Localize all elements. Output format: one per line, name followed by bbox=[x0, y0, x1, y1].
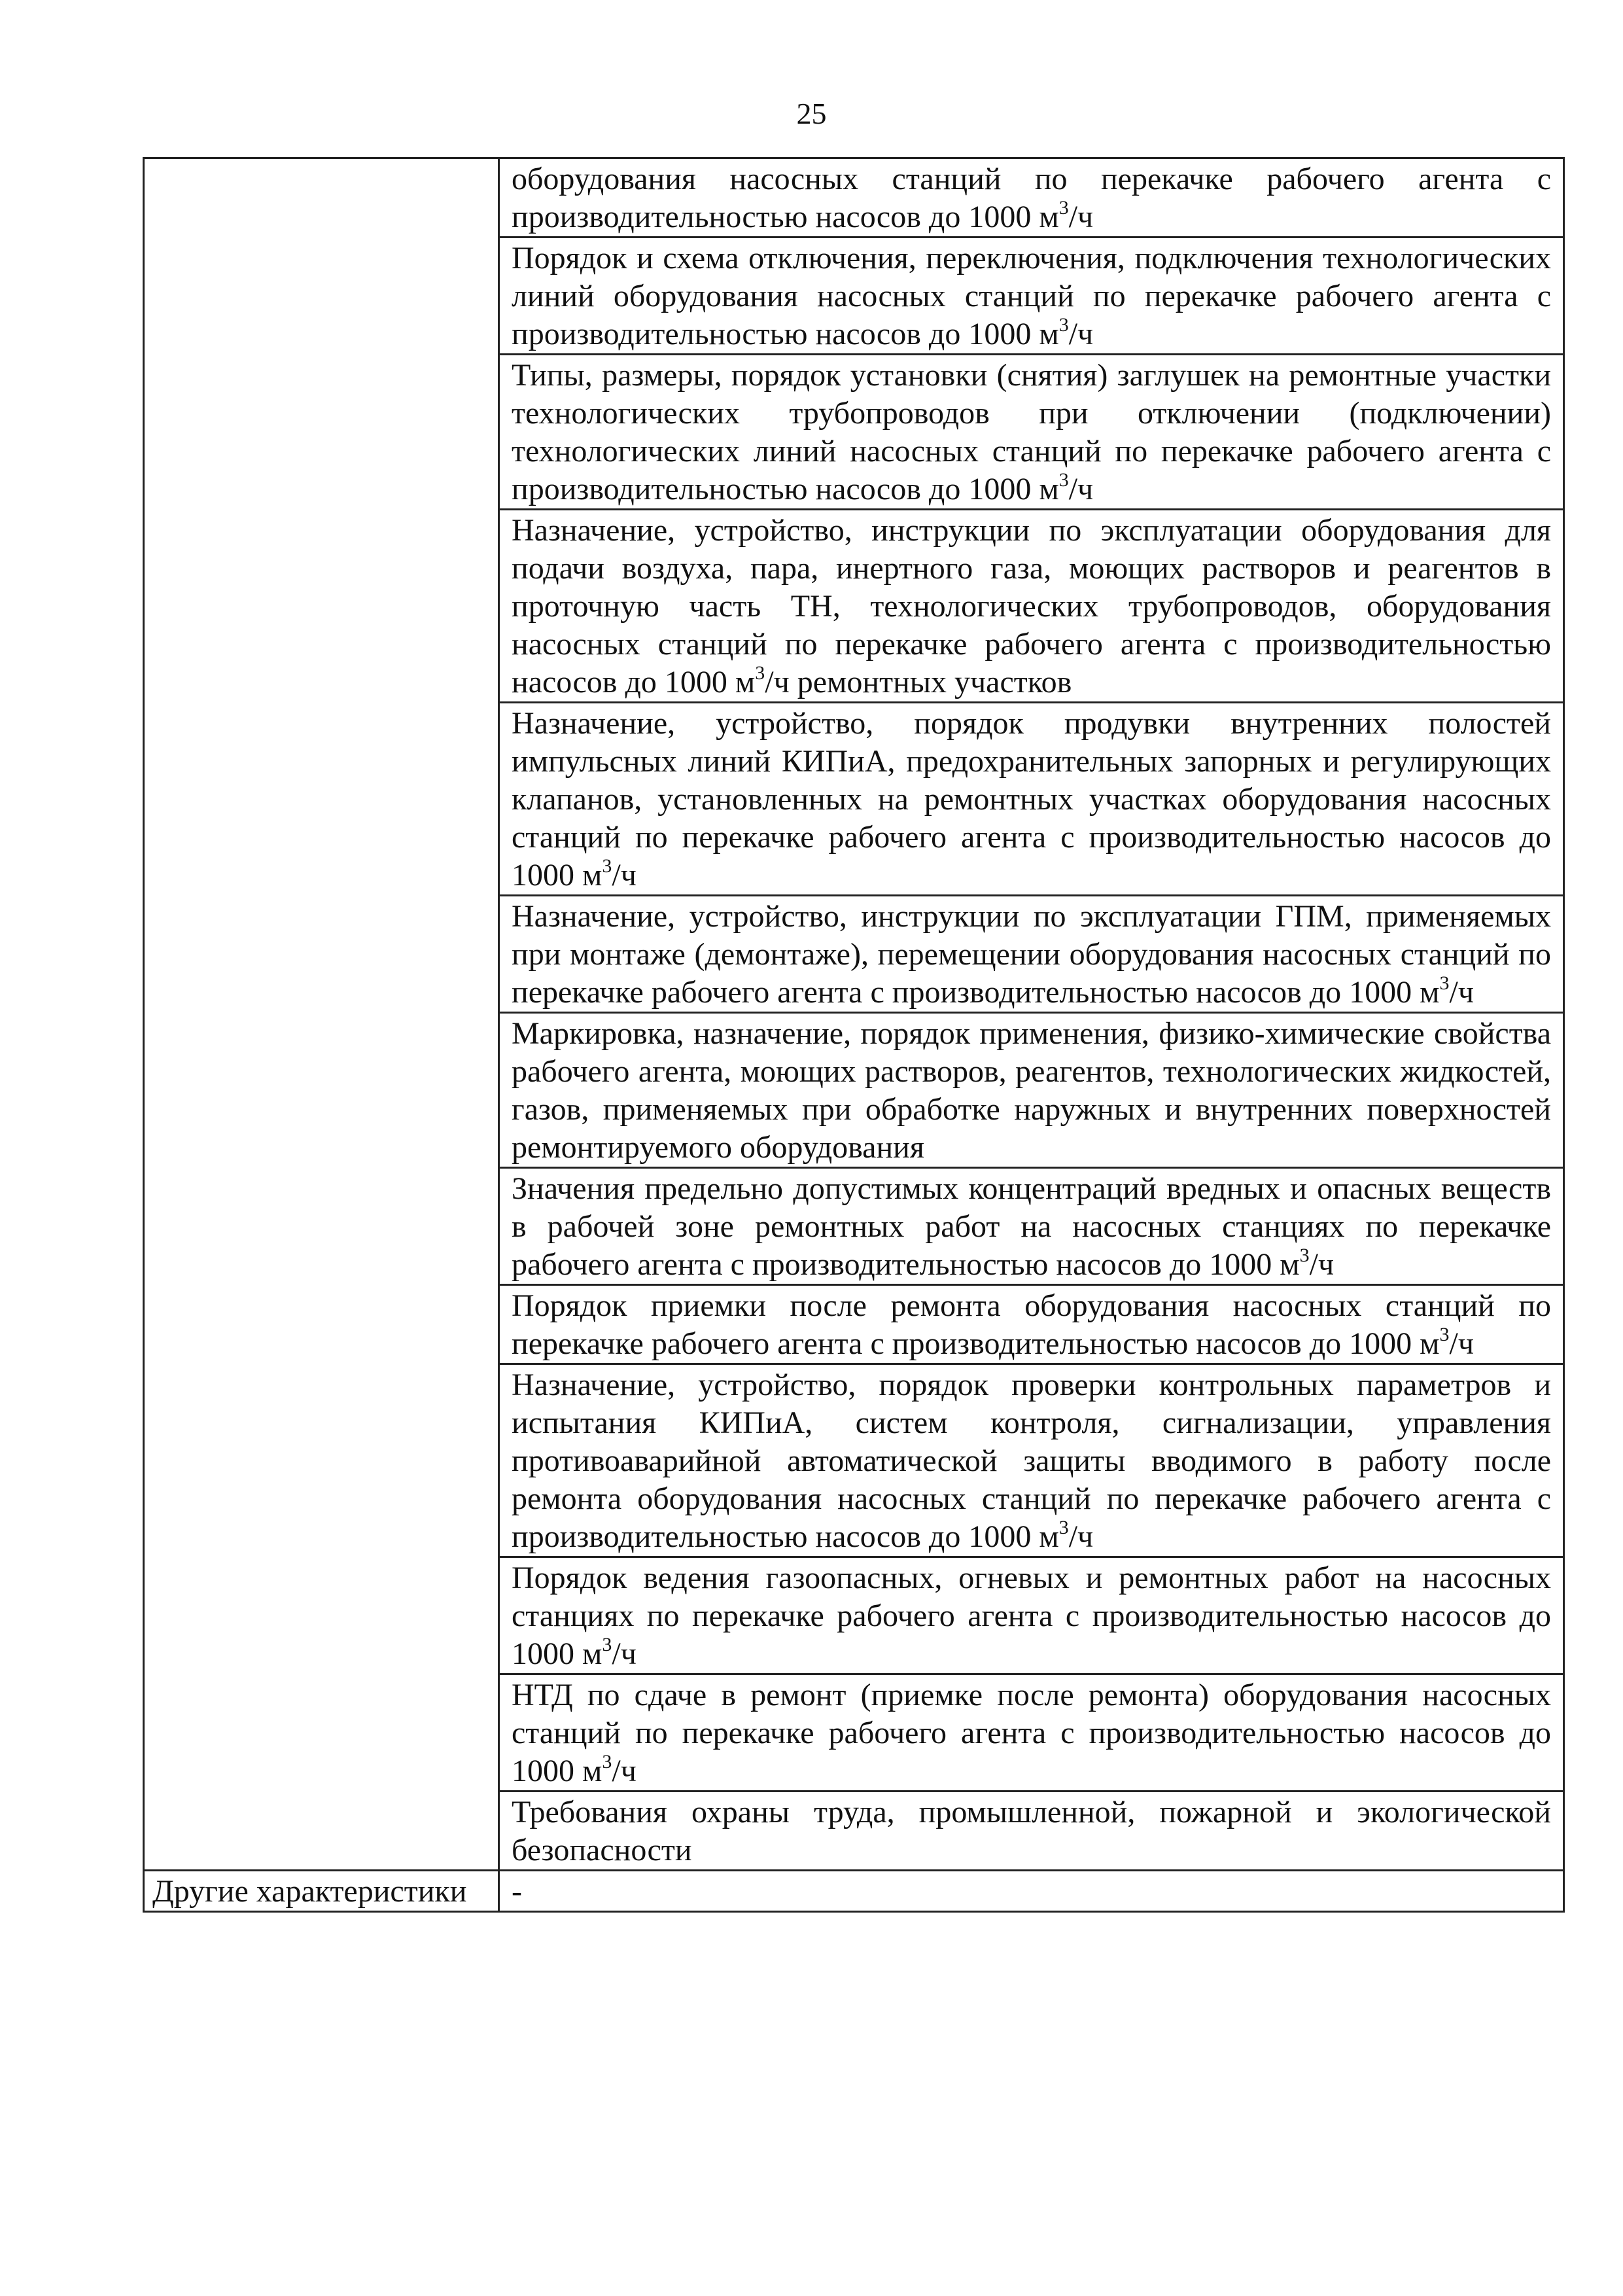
knowledge-item: НТД по сдаче в ремонт (приемке после ремонта) оборудования насосных станций по перекачке рабочего агента с производительностью насосов до 1000 $м^3/ч$ bbox=[499, 1674, 1564, 1792]
knowledge-item: Маркировка, назначение, порядок применения, физико-химические свойства рабочего агента, моющих растворов, реагентов, технологических жидкостей, газов, применяемых при обработке наружных и внутренних поверхностей ремонтируемого оборудования bbox=[499, 1013, 1564, 1168]
other-characteristics-label: Другие характеристики bbox=[144, 1871, 499, 1912]
knowledge-row bbox=[144, 158, 1564, 238]
knowledge-item: оборудования насосных станций по перекачке рабочего агента с производительностью насосов до 1000 $м^3/ч$ bbox=[499, 158, 1564, 238]
knowledge-item: Значения предельно допустимых концентраций вредных и опасных веществ в рабочей зоне ремонтных работ на насосных станциях по перекачке рабочего агента с производительностью насосов до 1000 $м^3/ч$ bbox=[499, 1168, 1564, 1285]
knowledge-item: Требования охраны труда, промышленной, пожарной и экологической безопасности bbox=[499, 1792, 1564, 1871]
knowledge-item: Типы, размеры, порядок установки (снятия) заглушек на ремонтные участки технологических трубопроводов при отключении (подключении) технологических линий насосных станций по перекачке рабочего агента с производительностью насосов до 1000 $м^3/ч$ bbox=[499, 355, 1564, 510]
knowledge-table-body bbox=[144, 158, 1564, 1912]
knowledge-item: Порядок приемки после ремонта оборудования насосных станций по перекачке рабочего агента с производительностью насосов до 1000 $м^3/ч$ bbox=[499, 1285, 1564, 1364]
knowledge-item: Назначение, устройство, инструкции по эксплуатации ГПМ, применяемых при монтаже (демонтаже), перемещении оборудования насосных станций по перекачке рабочего агента с производительностью насосов до 1000 $м^3/ч$ bbox=[499, 896, 1564, 1013]
knowledge-item: Назначение, устройство, порядок проверки контрольных параметров и испытания КИПиА, систем контроля, сигнализации, управления противоаварийной автоматической защиты вводимого в работу после ремонта оборудования насосных станций по перекачке рабочего агента с производительностью насосов до 1000 $м^3/ч$ bbox=[499, 1364, 1564, 1557]
knowledge-label-cell bbox=[144, 158, 499, 1871]
knowledge-item: Порядок и схема отключения, переключения, подключения технологических линий оборудования насосных станций по перекачке рабочего агента с производительностью насосов до 1000 $м^3/ч$ bbox=[499, 238, 1564, 355]
other-characteristics-row bbox=[144, 1871, 1564, 1912]
knowledge-item: Назначение, устройство, порядок продувки внутренних полостей импульсных линий КИПиА, предохранительных запорных и регулирующих клапанов, установленных на ремонтных участках оборудования насосных станций по перекачке рабочего агента с производительностью насосов до 1000 $м^3/ч$ bbox=[499, 703, 1564, 896]
page-number: 25 bbox=[796, 97, 827, 130]
knowledge-table bbox=[143, 157, 1565, 1913]
knowledge-item: Назначение, устройство, инструкции по эксплуатации оборудования для подачи воздуха, пара, инертного газа, моющих растворов и реагентов в проточную часть ТН, технологических трубопроводов, оборудования насосных станций по перекачке рабочего агента с производительностью насосов до 1000 $м^3/ч$ ремонтных участков bbox=[499, 510, 1564, 703]
other-characteristics-value: - bbox=[499, 1871, 1564, 1912]
knowledge-item: Порядок ведения газоопасных, огневых и ремонтных работ на насосных станциях по перекачке рабочего агента с производительностью насосов до 1000 $м^3/ч$ bbox=[499, 1557, 1564, 1674]
